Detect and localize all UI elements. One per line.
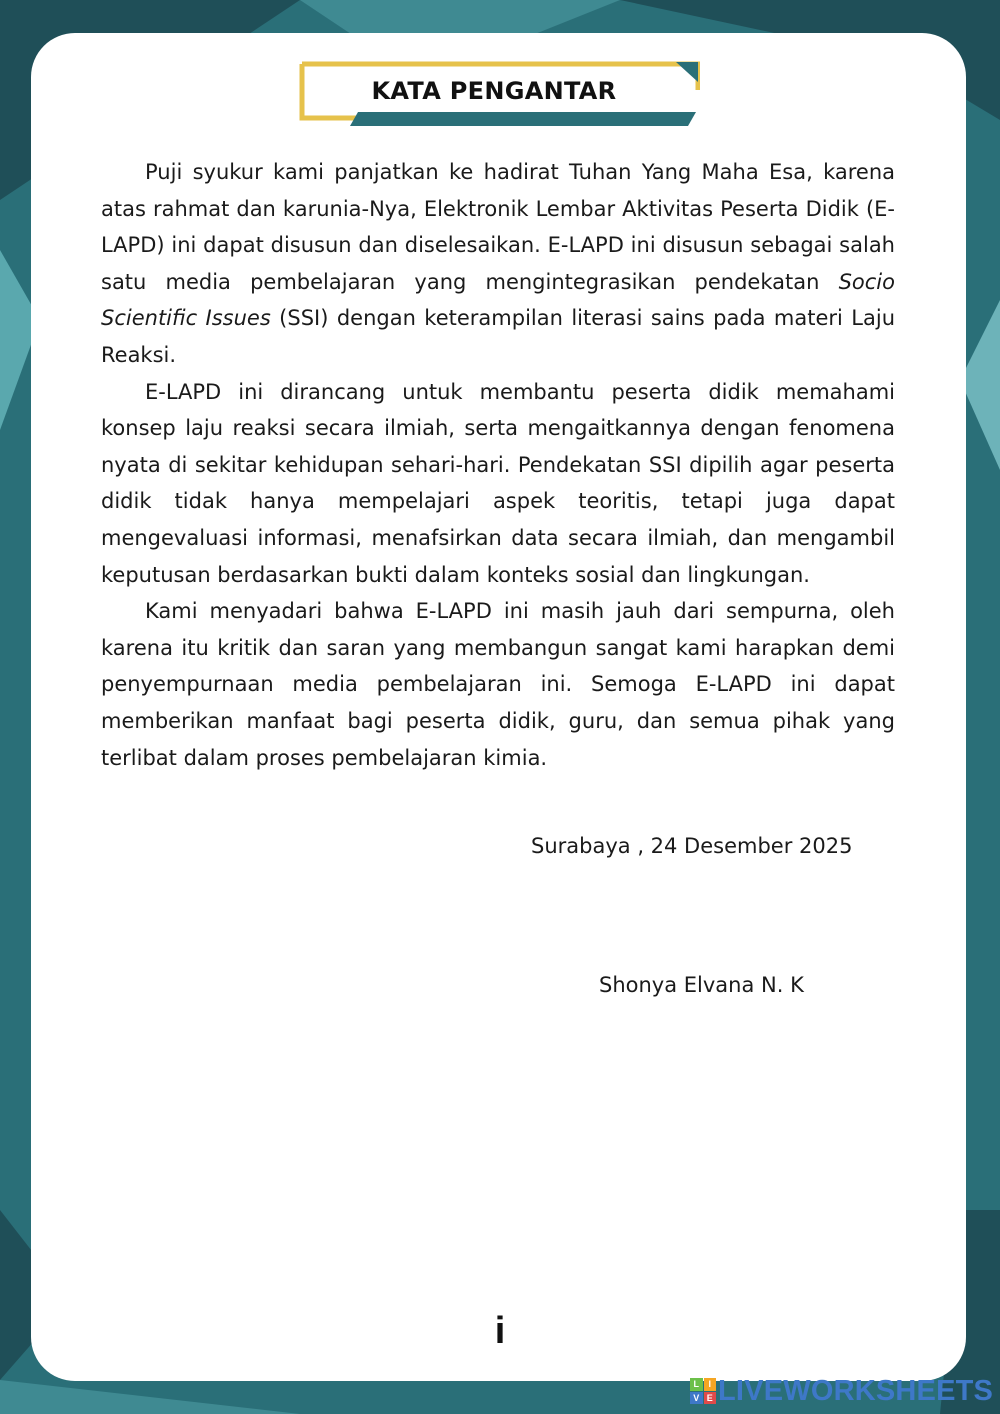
paragraph-1-text-end: (SSI) dengan keterampilan literasi sains pada materi Laju Reaksi.	[101, 306, 895, 367]
brand-text: LIVEWORKSHEETS	[718, 1374, 994, 1407]
paragraph-1-text-start: Puji syukur kami panjatkan ke hadirat Tuhan Yang Maha Esa, karena atas rahmat dan karunia-Nya, Elektronik Lembar Aktivitas Peserta Didik (E-LAPD) ini dapat disusun dan diselesaikan. E-LAPD ini disusun sebagai salah satu media pembelajaran yang mengintegrasikan pendekatan	[101, 160, 895, 294]
logo-letter-e: E	[704, 1392, 717, 1405]
paragraph-1	[101, 154, 895, 374]
author-name: Shonya Elvana N. K	[599, 973, 804, 997]
place-date: Surabaya , 24 Desember 2025	[531, 834, 853, 858]
title-banner	[298, 60, 700, 126]
paragraph-3: Kami menyadari bahwa E-LAPD ini masih jauh dari sempurna, oleh karena itu kritik dan saran yang membangun sangat kami harapkan demi penyempurnaan media pembelajaran ini. Semoga E-LAPD ini dapat memberikan manfaat bagi peserta didik, guru, dan semua pihak yang terlibat dalam proses pembelajaran kimia.	[101, 599, 895, 770]
liveworksheets-brand[interactable]	[690, 1374, 993, 1408]
page-number: i	[494, 1310, 506, 1352]
logo-letter-i: I	[704, 1378, 717, 1391]
page-title: KATA PENGANTAR	[371, 77, 617, 105]
liveworksheets-logo-icon	[690, 1378, 716, 1404]
preface-body	[101, 154, 895, 776]
logo-letter-l: L	[690, 1378, 703, 1391]
logo-letter-v: V	[690, 1392, 703, 1405]
paragraph-1-italic-term: Socio Scientific Issues	[101, 269, 895, 331]
paragraph-2: E-LAPD ini dirancang untuk membantu peserta didik memahami konsep laju reaksi secara ilmiah, serta mengaitkannya dengan fenomena nyata di sekitar kehidupan sehari-hari. Pendekatan SSI dipilih agar peserta didik tidak hanya mempelajari aspek teoritis, tetapi juga dapat mengevaluasi informasi, menafsirkan data secara ilmiah, dan mengambil keputusan berdasarkan bukti dalam konteks sosial dan lingkungan.	[101, 379, 895, 587]
